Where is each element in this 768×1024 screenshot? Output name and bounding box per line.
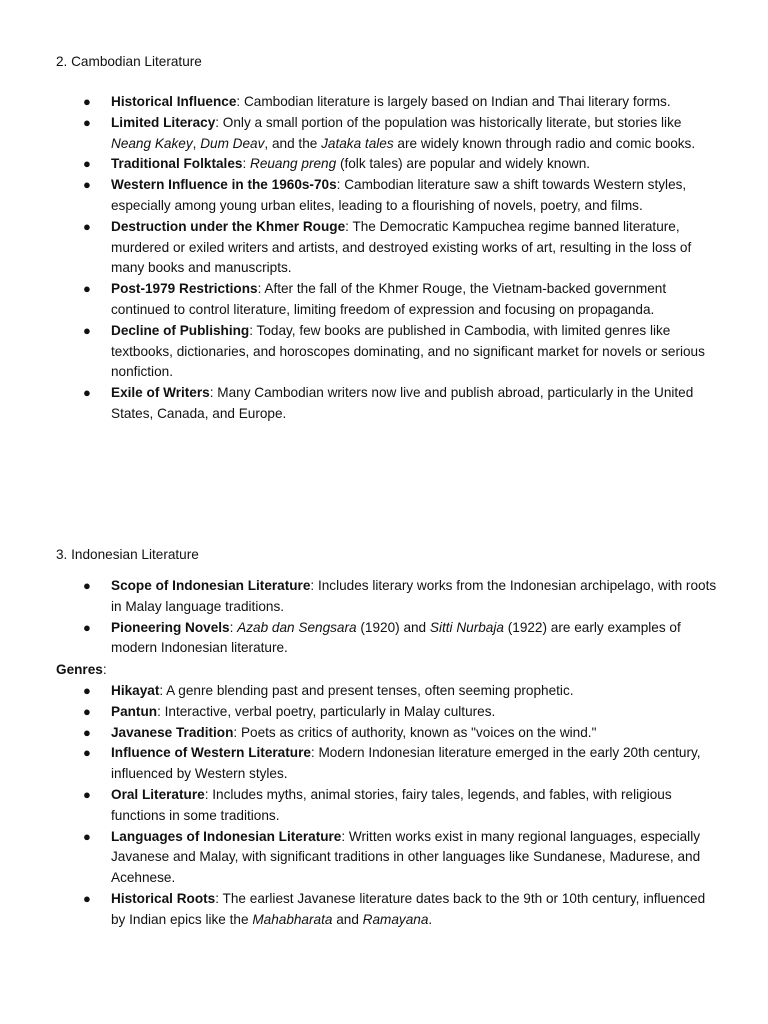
list-item <box>0 175 768 217</box>
bullet-icon: ● <box>83 385 91 401</box>
item-text: : Modern Indonesian literature emerged in the early 20th century, influenced by Western styles. <box>111 745 701 782</box>
list-item <box>0 92 768 113</box>
item-title-italic: Sitti Nurbaja <box>429 619 504 635</box>
bullet-icon: ● <box>83 745 91 761</box>
item-label: Exile of Writers <box>111 385 210 401</box>
list-item <box>0 113 768 155</box>
item-title-italic: Neang Kakey <box>111 135 193 151</box>
item-label: Destruction under the Khmer Rouge <box>111 218 346 234</box>
bullet-icon: ● <box>83 890 91 906</box>
bullet-icon: ● <box>83 703 91 719</box>
item-text: . <box>428 911 433 927</box>
list-item <box>0 618 768 660</box>
list-item <box>0 576 768 618</box>
item-label: Influence of Western Literature <box>111 745 311 761</box>
list-item <box>0 827 768 889</box>
bullet-icon: ● <box>83 114 91 130</box>
item-label: Historical Roots <box>111 890 216 906</box>
item-label: Historical Influence <box>111 94 237 109</box>
list-item <box>0 154 768 175</box>
item-label: Languages of Indonesian Literature <box>111 828 342 844</box>
list-item <box>0 279 768 321</box>
item-label: Post-1979 Restrictions <box>111 281 258 297</box>
bullet-icon: ● <box>83 156 91 172</box>
genres-colon: : <box>102 662 107 677</box>
bullet-icon: ● <box>83 94 91 109</box>
bullet-icon: ● <box>83 786 91 802</box>
bullet-icon: ● <box>83 828 91 844</box>
item-label: Traditional Folktales <box>111 156 243 172</box>
item-text: (folk tales) are popular and widely known. <box>336 156 591 172</box>
bullet-icon: ● <box>83 281 91 297</box>
item-label: Oral Literature <box>111 786 205 802</box>
item-text: : The Democratic Kampuchea regime banned literature, murdered or exiled writers and artists, and destroyed existing works of art, resulting in the loss of many books and manuscripts. <box>111 218 692 276</box>
section-heading-cambodian: 2. Cambodian Literature <box>56 54 202 69</box>
item-text: : Poets as critics of authority, known as "voices on the wind." <box>233 724 597 740</box>
item-label: Javanese Tradition <box>111 724 234 740</box>
item-text: : Written works exist in many regional languages, especially Javanese and Malay, with significant traditions in other languages like Sundanese, Madurese, and Acehnese. <box>111 828 701 886</box>
indonesian-list <box>0 576 768 659</box>
list-item <box>0 785 768 827</box>
item-text: : <box>229 619 238 635</box>
item-text: : <box>242 156 250 172</box>
bullet-icon: ● <box>83 683 91 698</box>
item-text: : Today, few books are published in Cambodia, with limited genres like textbooks, dictionaries, and horoscopes dominating, and no significant market for novels or serious nonfiction. <box>111 322 705 380</box>
list-item <box>0 702 768 723</box>
item-title-italic: Azab dan Sengsara <box>237 619 357 635</box>
list-item <box>0 743 768 785</box>
item-title-italic: Ramayana <box>362 911 429 927</box>
item-title-italic: Mahabharata <box>252 911 333 927</box>
item-label: Western Influence in the 1960s-70s <box>111 177 337 193</box>
item-text: (1920) and <box>356 619 430 635</box>
item-title-italic: Reuang preng <box>250 156 337 172</box>
bullet-icon: ● <box>83 724 91 740</box>
item-text: : After the fall of the Khmer Rouge, the Vietnam-backed government continued to control literature, limiting freedom of expression and focusing on propaganda. <box>111 281 667 317</box>
list-item <box>0 723 768 744</box>
item-text: : Many Cambodian writers now live and publish abroad, particularly in the United States, Canada, and Europe. <box>111 385 694 421</box>
item-text: : Includes myths, animal stories, fairy tales, legends, and fables, with religious functions in some traditions. <box>111 786 672 823</box>
list-item <box>0 217 768 279</box>
item-text: are widely known through radio and comic books. <box>393 135 696 151</box>
item-label: Decline of Publishing <box>111 322 250 338</box>
item-label: Limited Literacy <box>111 114 216 130</box>
genres-label-text: Genres <box>56 662 103 677</box>
item-text: (1922) are early examples of modern Indonesian literature. <box>111 619 681 656</box>
list-item <box>0 889 768 931</box>
item-label: Scope of Indonesian Literature <box>111 578 311 593</box>
item-text: : Only a small portion of the population was historically literate, but stories like <box>215 114 682 130</box>
bullet-icon: ● <box>83 218 91 234</box>
item-text: : Includes literary works from the Indonesian archipelago, with roots in Malay language traditions. <box>111 578 717 614</box>
item-text: , and the <box>264 135 322 151</box>
item-label: Pioneering Novels <box>111 619 230 635</box>
list-item <box>0 681 768 702</box>
item-title-italic: Jataka tales <box>321 135 394 151</box>
item-title-italic: Dum Deav <box>200 135 265 151</box>
item-text: : The earliest Javanese literature dates back to the 9th or 10th century, influenced by Indian epics like the <box>111 890 706 927</box>
item-text: , <box>192 135 201 151</box>
item-text: : Cambodian literature saw a shift towards Western styles, especially among young urban elites, leading to a flourishing of novels, poetry, and films. <box>111 177 687 213</box>
item-text: : Interactive, verbal poetry, particularly in Malay cultures. <box>157 703 496 719</box>
list-item <box>0 383 768 425</box>
item-text: and <box>332 911 363 927</box>
item-text: : Cambodian literature is largely based on Indian and Thai literary forms. <box>236 94 671 109</box>
bullet-icon: ● <box>83 619 91 635</box>
genres-label <box>56 659 107 680</box>
genres-list <box>0 681 768 931</box>
section-heading-indonesian: 3. Indonesian Literature <box>56 547 199 562</box>
list-item <box>0 321 768 383</box>
item-text: : A genre blending past and present tenses, often seeming prophetic. <box>159 683 574 698</box>
bullet-icon: ● <box>83 177 91 193</box>
cambodian-list <box>0 92 768 425</box>
item-label: Pantun <box>111 703 158 719</box>
bullet-icon: ● <box>83 322 91 338</box>
bullet-icon: ● <box>83 578 91 593</box>
item-label: Hikayat <box>111 683 160 698</box>
